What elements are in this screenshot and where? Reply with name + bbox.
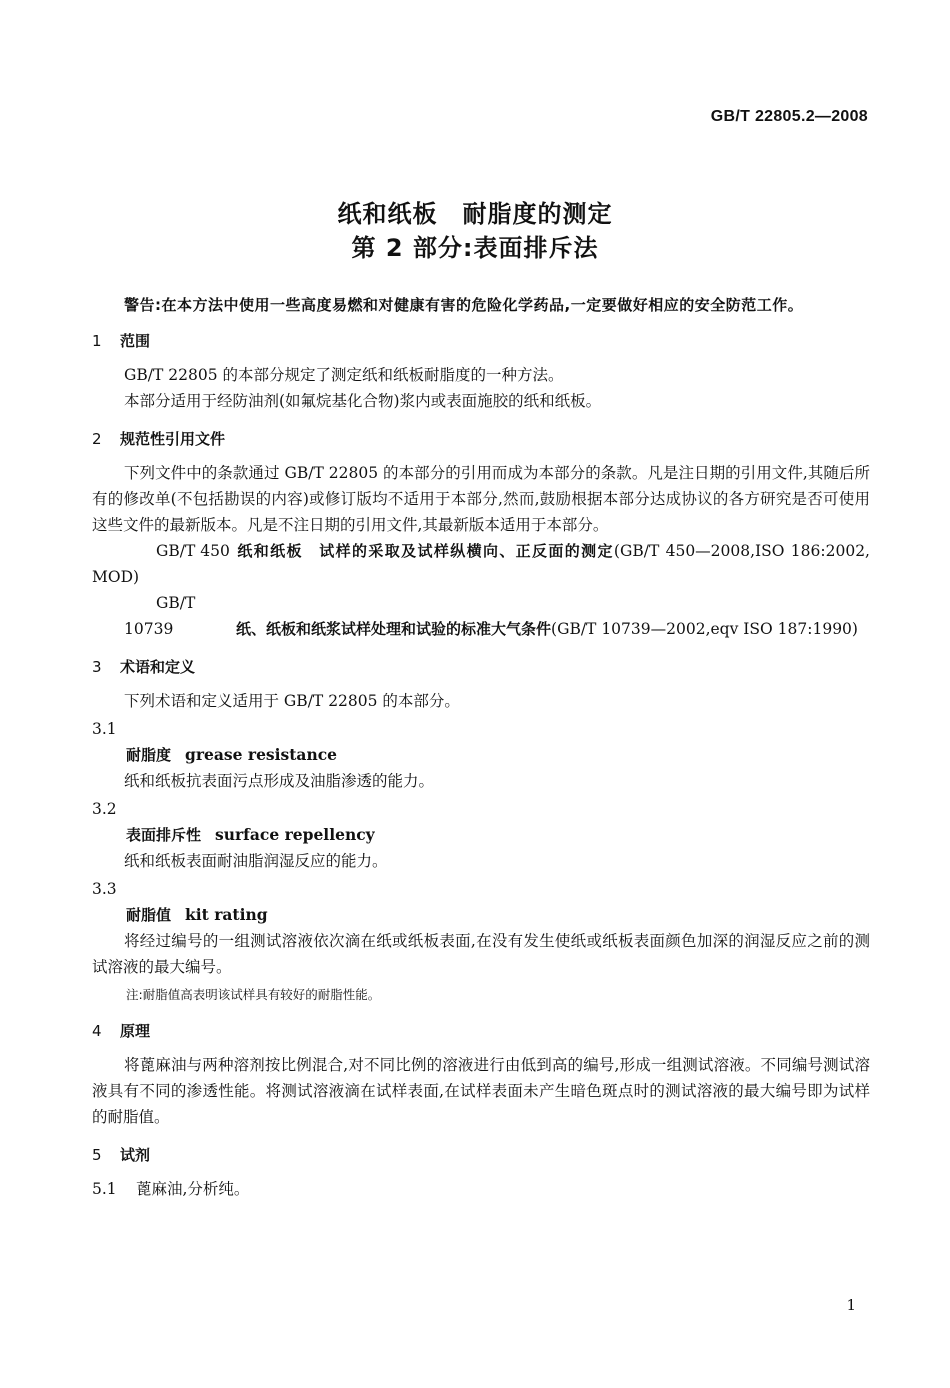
reference-title: 纸、纸板和纸浆试样处理和试验的标准大气条件 bbox=[236, 620, 552, 638]
section-heading-reagents bbox=[92, 1142, 870, 1168]
section-number: 1 bbox=[92, 332, 102, 350]
document-subtitle: 第 2 部分:表面排斥法 bbox=[351, 234, 599, 262]
paragraph: 本部分适用于经防油剂(如氟烷基化合物)浆内或表面施胶的纸和纸板。 bbox=[124, 392, 602, 410]
section-number: 5 bbox=[92, 1146, 102, 1164]
section-heading-principle bbox=[92, 1018, 870, 1044]
subclause bbox=[92, 1176, 870, 1202]
paragraph: GB/T 22805 的本部分规定了测定纸和纸板耐脂度的一种方法。 bbox=[124, 366, 564, 384]
term-english: surface repellency bbox=[215, 825, 375, 844]
paragraph: 下列术语和定义适用于 GB/T 22805 的本部分。 bbox=[124, 692, 460, 710]
term-chinese: 耐脂度 bbox=[126, 746, 172, 764]
section-heading-normative-references bbox=[92, 426, 870, 452]
paragraph: 将蓖麻油与两种溶剂按比例混合,对不同比例的溶液进行由低到高的编号,形成一组测试溶液。不同编号测试溶液具有不同的渗透性能。将测试溶液滴在试样表面,在试样表面未产生暗色斑点时的测试溶液的最大编号即为试样的耐脂值。 bbox=[92, 1056, 870, 1126]
term-heading bbox=[92, 902, 870, 928]
clause-number: 3.1 bbox=[92, 720, 117, 738]
section-title: 范围 bbox=[120, 332, 151, 350]
clause-number: 3.3 bbox=[92, 880, 117, 898]
section-title: 试剂 bbox=[120, 1146, 151, 1164]
section-heading-scope bbox=[92, 328, 870, 354]
term-definition: 纸和纸板抗表面污点形成及油脂渗透的能力。 bbox=[124, 772, 435, 790]
term-heading bbox=[92, 742, 870, 768]
reference-detail: (GB/T 450—2008,ISO 186:2002, MOD) bbox=[92, 542, 870, 586]
document-title: 纸和纸板 耐脂度的测定 bbox=[337, 200, 613, 228]
note: 注:耐脂值高表明该试样具有较好的耐脂性能。 bbox=[126, 987, 381, 1002]
reference-title: 纸和纸板 试样的采取及试样纵横向、正反面的测定 bbox=[236, 542, 614, 560]
subclause-number: 5.1 bbox=[92, 1180, 117, 1198]
reference-entry bbox=[92, 590, 870, 642]
section-title: 原理 bbox=[120, 1022, 151, 1040]
safety-warning: 警告:在本方法中使用一些高度易燃和对健康有害的危险化学药品,一定要做好相应的安全防范工作。 bbox=[124, 296, 804, 314]
reference-code: GB/T 450 bbox=[156, 542, 230, 560]
term-definition: 纸和纸板表面耐油脂润湿反应的能力。 bbox=[124, 852, 388, 870]
term-english: kit rating bbox=[185, 905, 268, 924]
section-title: 规范性引用文件 bbox=[120, 430, 226, 448]
term-definition: 将经过编号的一组测试溶液依次滴在纸或纸板表面,在没有发生使纸或纸板表面颜色加深的润湿反应之前的测试溶液的最大编号。 bbox=[92, 932, 870, 976]
clause-number: 3.2 bbox=[92, 800, 117, 818]
section-number: 3 bbox=[92, 658, 102, 676]
term-english: grease resistance bbox=[185, 745, 338, 764]
term-chinese: 耐脂值 bbox=[126, 906, 172, 924]
standard-code: GB/T 22805.2—2008 bbox=[710, 108, 868, 125]
section-number: 4 bbox=[92, 1022, 102, 1040]
section-number: 2 bbox=[92, 430, 102, 448]
term-chinese: 表面排斥性 bbox=[126, 826, 202, 844]
paragraph: 下列文件中的条款通过 GB/T 22805 的本部分的引用而成为本部分的条款。凡是注日期的引用文件,其随后所有的修改单(不包括勘误的内容)或修订版均不适用于本部分,然而,鼓励根据本部分达成协议的各方研究是否可使用这些文件的最新版本。凡是不注日期的引用文件,其最新版本适用于本部分。 bbox=[92, 464, 870, 534]
reference-code: GB/T 10739 bbox=[124, 594, 196, 638]
section-title: 术语和定义 bbox=[120, 658, 196, 676]
reference-entry bbox=[92, 538, 870, 590]
reference-detail: (GB/T 10739—2002,eqv ISO 187:1990) bbox=[551, 620, 858, 638]
term-heading bbox=[92, 822, 870, 848]
page-number: 1 bbox=[846, 1296, 856, 1314]
document-body bbox=[92, 292, 870, 1202]
subclause-text: 蓖麻油,分析纯。 bbox=[136, 1180, 250, 1198]
section-heading-terms bbox=[92, 654, 870, 680]
